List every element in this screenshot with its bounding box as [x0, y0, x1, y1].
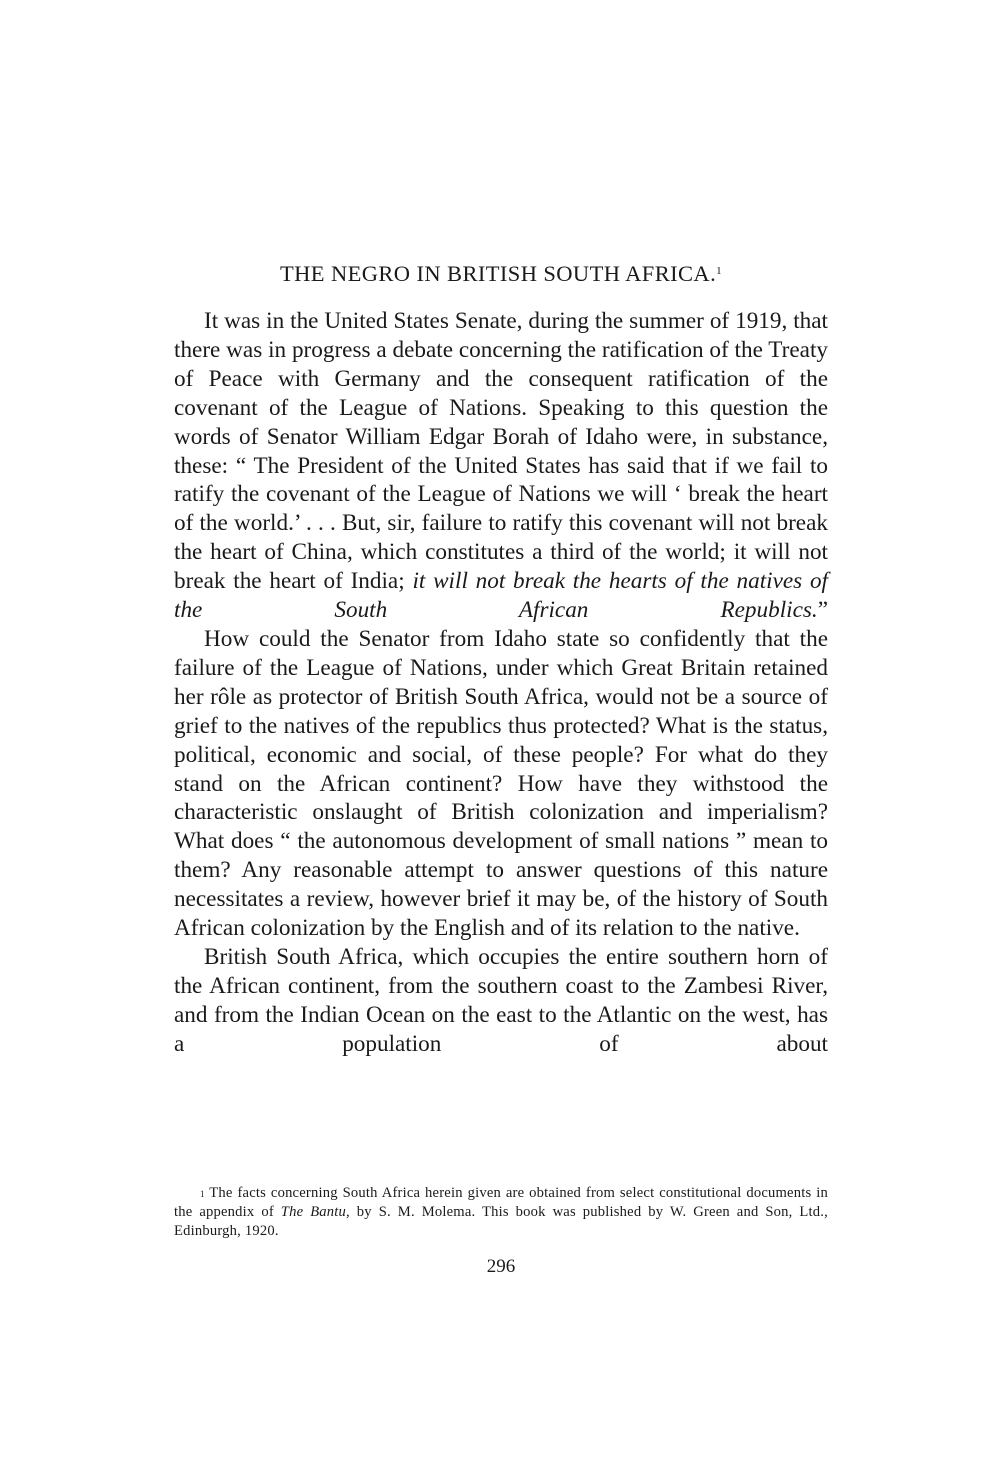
paragraph-1-emphasis: it will not break the hearts of the natives of the South African Republics. [174, 568, 829, 624]
article-title-text: THE NEGRO IN BRITISH SOUTH AFRICA. [279, 261, 717, 286]
paragraph-1-text: It was in the United States Senate, during the summer of 1919, that there was in progress a debate concerning the ratification of the Treaty of Peace with Germany and the consequent ratification of the covenant of the League of Nations. Speaking to this question the words of Senator William Edgar Borah of Idaho were, in substance, these: “ The President of the United States has said that if we fail to ratify the covenant of the League of Nations we will ‘ break the heart of the world.’ . . . But, sir, failure to ratify this covenant will not break the heart of China, which constitutes a third of the world; it will not break the heart of India; [174, 308, 828, 595]
title-footnote-marker: 1 [716, 265, 723, 277]
article-body [174, 307, 828, 1059]
footnote [174, 1184, 828, 1241]
paragraph-3-text: British South Africa, which occupies the entire southern horn of the African continent, from the southern coast to the Zambesi River, and from the Indian Ocean on the east to the Atlantic on the west, has a population of about [174, 943, 828, 1057]
footnote-book-title: The Bantu, [280, 1204, 350, 1220]
footnote-text [174, 1184, 828, 1241]
page-number: 296 [486, 1256, 516, 1277]
paragraph-3 [174, 943, 828, 1059]
paragraph-1-closing-quote: ” [817, 597, 828, 624]
footnote-text-before: The facts concerning South Africa herein given are obtained from select constitutional documents in the appendix of [174, 1185, 828, 1220]
paragraph-2-text: How could the Senator from Idaho state so confidently that the failure of the League of Nations, under which Great Britain retained her rôle as protector of British South Africa, would not be a source of grief to the natives of the republics thus protected? What is the status, political, economic and social, of these people? For what do they stand on the African continent? How have they withstood the characteristic onslaught of British colonization and imperialism? What does “ the autonomous development of small nations ” mean to them? Any reasonable attempt to answer questions of this nature necessitates a review, however brief it may be, of the history of South African colonization by the English and of its relation to the native. [174, 625, 828, 942]
article-title [174, 260, 828, 288]
paragraph-1 [174, 307, 828, 625]
paragraph-2 [174, 625, 828, 943]
footnote-text-after: by S. M. Molema. This book was published by W. Green and Son, Ltd., Edinburgh, 1920. [174, 1204, 828, 1239]
document-page [174, 0, 828, 1482]
footnote-marker: 1 [200, 1189, 205, 1199]
